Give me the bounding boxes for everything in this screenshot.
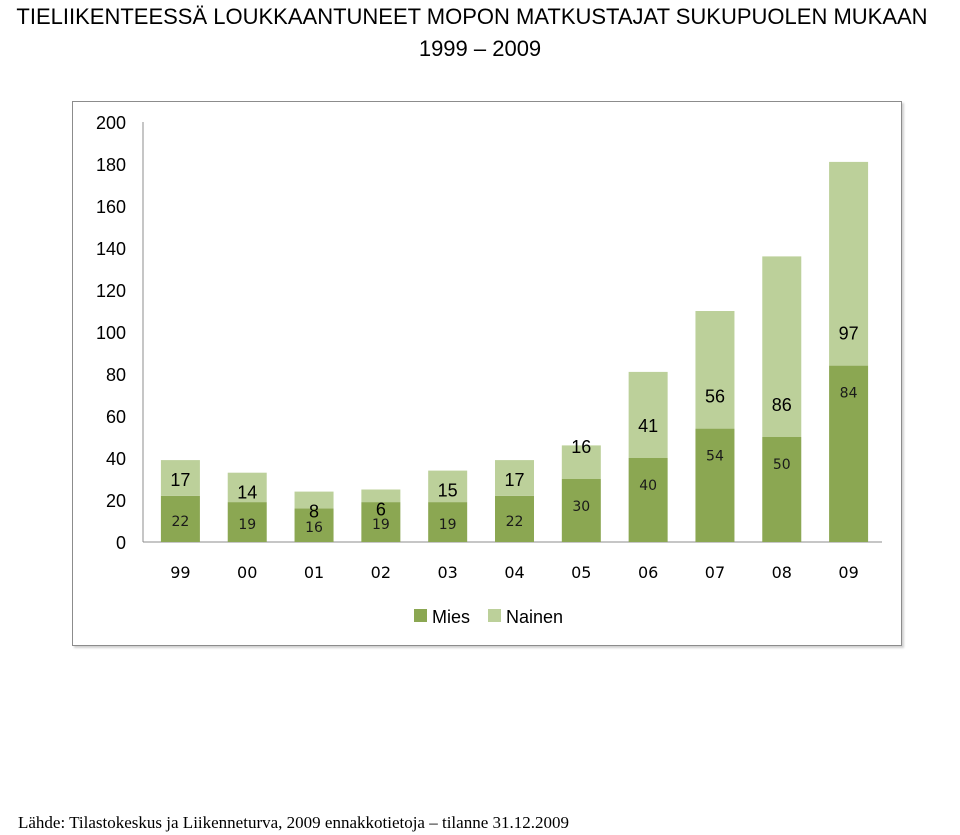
data-label-nainen: 41 — [638, 416, 659, 436]
data-label-mies: 84 — [839, 385, 858, 402]
legend-swatch-nainen — [488, 609, 501, 622]
data-label-mies: 19 — [238, 517, 257, 534]
y-tick-label: 160 — [95, 197, 126, 217]
x-tick-label: 07 — [704, 563, 726, 582]
legend-swatch-mies — [414, 609, 427, 622]
bar-mies — [629, 458, 668, 542]
x-tick-label: 01 — [303, 563, 325, 582]
data-label-mies: 22 — [171, 513, 190, 530]
y-tick-label: 200 — [95, 113, 126, 133]
bar-nainen — [629, 372, 668, 458]
data-label-mies: 54 — [706, 448, 724, 465]
y-tick-label: 80 — [105, 365, 126, 385]
source-note: Lähde: Tilastokeskus ja Liikenneturva, 2009 ennakkotietoja – tilanne 31.12.2009 — [18, 813, 569, 832]
x-tick-label: 08 — [771, 563, 792, 582]
data-label-mies: 16 — [305, 520, 323, 537]
y-tick-label: 180 — [95, 155, 126, 175]
y-tick-label: 40 — [105, 449, 126, 469]
data-label-nainen: 97 — [838, 323, 859, 344]
data-label-nainen: 17 — [504, 470, 525, 491]
data-label-mies: 22 — [505, 513, 524, 530]
data-label-nainen: 14 — [237, 482, 258, 503]
x-tick-label: 00 — [237, 563, 258, 582]
data-label-mies: 19 — [371, 517, 390, 534]
x-tick-label: 05 — [571, 563, 592, 582]
x-tick-label: 03 — [437, 563, 458, 582]
y-tick-label: 140 — [95, 239, 126, 259]
chart-subtitle: 1999 – 2009 — [418, 36, 542, 61]
data-label-nainen: 6 — [375, 499, 386, 520]
x-tick-label: 04 — [504, 563, 525, 582]
legend-label-nainen: Nainen — [506, 607, 564, 627]
data-label-nainen: 17 — [170, 470, 191, 491]
x-tick-label: 09 — [838, 563, 859, 582]
data-label-mies: 30 — [572, 499, 591, 515]
y-tick-label: 100 — [95, 323, 126, 343]
data-label-nainen: 56 — [704, 386, 725, 407]
chart-title: TIELIIKENTEESSÄ LOUKKAANTUNEET MOPON MATKUSTAJAT SUKUPUOLEN MUKAAN — [16, 4, 928, 29]
y-tick-label: 20 — [105, 491, 126, 511]
x-tick-label: 06 — [637, 563, 659, 582]
data-label-mies: 19 — [438, 517, 457, 534]
bar-mies — [695, 429, 734, 542]
y-tick-label: 120 — [95, 281, 126, 301]
x-tick-label: 02 — [370, 563, 392, 582]
data-label-nainen: 16 — [571, 437, 592, 457]
y-tick-label: 0 — [115, 533, 126, 553]
legend-label-mies: Mies — [432, 607, 471, 627]
data-label-mies: 40 — [639, 478, 658, 494]
bar-mies — [762, 437, 801, 542]
bar-nainen — [695, 311, 734, 429]
data-label-nainen: 8 — [309, 501, 320, 522]
data-label-nainen: 15 — [437, 480, 458, 501]
y-tick-label: 60 — [105, 407, 126, 427]
data-label-mies: 50 — [772, 457, 791, 473]
x-tick-label: 99 — [170, 563, 191, 582]
data-label-nainen: 86 — [771, 395, 792, 415]
